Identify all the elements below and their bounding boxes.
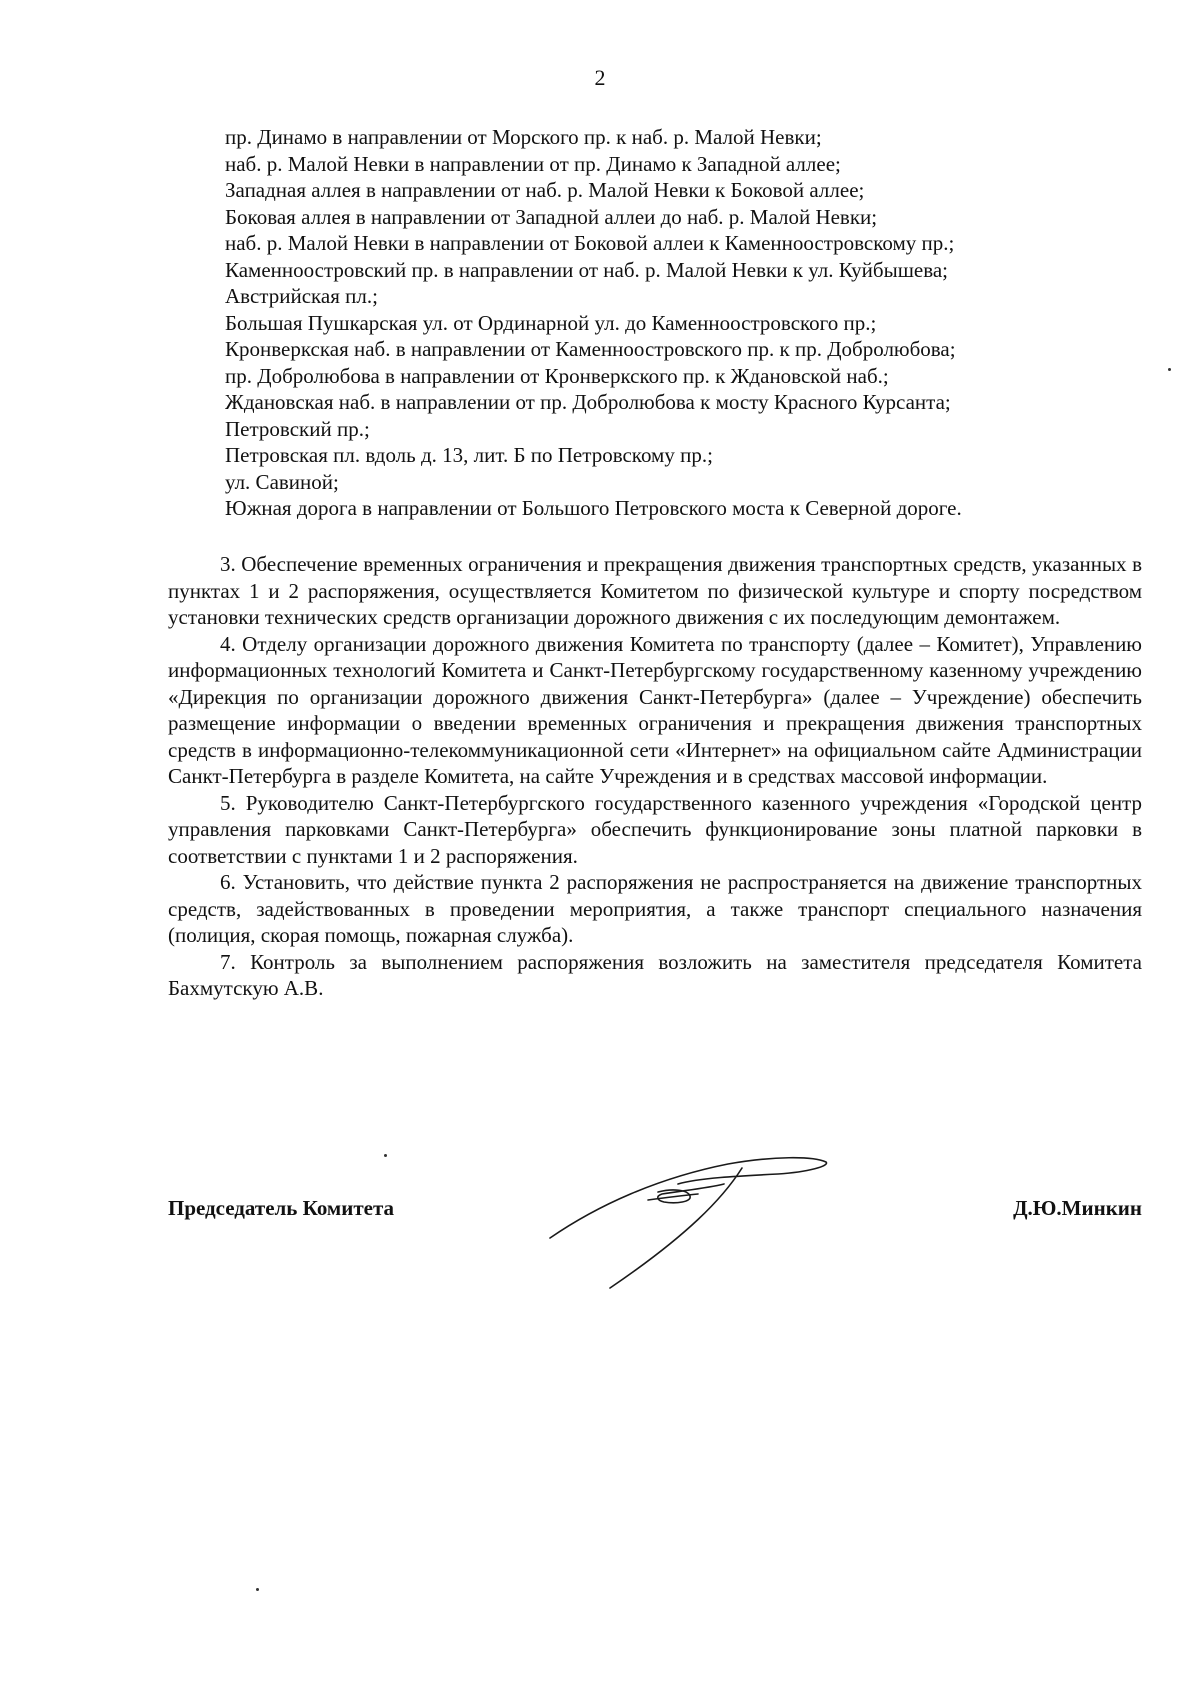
route-item: наб. р. Малой Невки в направлении от пр. Динамо к Западной аллее; — [225, 151, 841, 176]
route-item: Австрийская пл.; — [225, 284, 378, 308]
signature-block — [168, 1180, 1142, 1300]
route-item: Южная дорога в направлении от Большого Петровского моста к Северной дороге. — [225, 496, 962, 520]
page-number: 2 — [594, 65, 606, 90]
route-item: Кронверкская наб. в направлении от Каменноостровского пр. к пр. Добролюбова; — [225, 337, 956, 361]
route-item: Петровский пр.; — [225, 416, 370, 441]
body-paragraphs — [168, 551, 1142, 1002]
scan-speck — [1168, 368, 1171, 371]
signer-title: Председатель Комитета — [168, 1196, 395, 1220]
handwritten-signature — [538, 1150, 848, 1290]
route-item: Большая Пушкарская ул. от Ординарной ул. до Каменноостровского пр.; — [225, 310, 877, 335]
paragraph-item-5: 5. Руководителю Санкт-Петербургского государственного казенного учреждения «Городской центр управления парковками Санкт-Петербурга» обеспечить функционирование зоны платной парковки в соответствии с пунктами 1 и 2 распоряжения. — [168, 790, 1142, 868]
route-item: пр. Добролюбова в направлении от Кронверкского пр. к Ждановской наб.; — [225, 363, 889, 388]
route-list — [225, 124, 1105, 522]
route-item: Западная аллея в направлении от наб. р. Малой Невки к Боковой аллее; — [225, 178, 865, 202]
paragraph-item-7: 7. Контроль за выполнением распоряжения возложить на заместителя председателя Комитета Бахмутскую А.В. — [168, 949, 1142, 1000]
scan-speck — [384, 1154, 387, 1157]
route-item: наб. р. Малой Невки в направлении от Боковой аллеи к Каменноостровскому пр.; — [225, 231, 955, 255]
route-item: Ждановская наб. в направлении от пр. Добролюбова к мосту Красного Курсанта; — [225, 390, 951, 414]
paragraph-item-6: 6. Установить, что действие пункта 2 распоряжения не распространяется на движение транспортных средств, задействованных в проведении мероприятия, а также транспорт специального назначения (полиция, скорая помощь, пожарная служба). — [168, 870, 1142, 947]
route-item: Каменноостровский пр. в направлении от наб. р. Малой Невки к ул. Куйбышева; — [225, 257, 948, 282]
paragraph-item-3: 3. Обеспечение временных ограничения и прекращения движения транспортных средств, указанных в пунктах 1 и 2 распоряжения, осуществляется Комитетом по физической культуре и спорту посредством установки технических средств организации дорожного движения с их последующим демонтажем. — [168, 552, 1142, 629]
route-item: Боковая аллея в направлении от Западной аллеи до наб. р. Малой Невки; — [225, 204, 878, 229]
route-item: Петровская пл. вдоль д. 13, лит. Б по Петровскому пр.; — [225, 443, 713, 467]
route-item: ул. Савиной; — [225, 469, 339, 494]
paragraph-item-4: 4. Отделу организации дорожного движения Комитета по транспорту (далее – Комитет), Управлению информационных технологий Комитета и Санкт-Петербургскому государственному казенному учреждению «Дирекция по организации дорожного движения Санкт-Петербурга» (далее – Учреждение) обеспечить размещение информации о введении временных ограничения и прекращения движения транспортных средств в информационно-телекоммуникационной сети «Интернет» на официальном сайте Администрации Санкт-Петербурга в разделе Комитета, на сайте Учреждения и в средствах массовой информации. — [168, 631, 1142, 788]
route-item: пр. Динамо в направлении от Морского пр. к наб. р. Малой Невки; — [225, 125, 822, 149]
signer-name: Д.Ю.Минкин — [1013, 1196, 1142, 1220]
scan-speck — [256, 1588, 259, 1591]
